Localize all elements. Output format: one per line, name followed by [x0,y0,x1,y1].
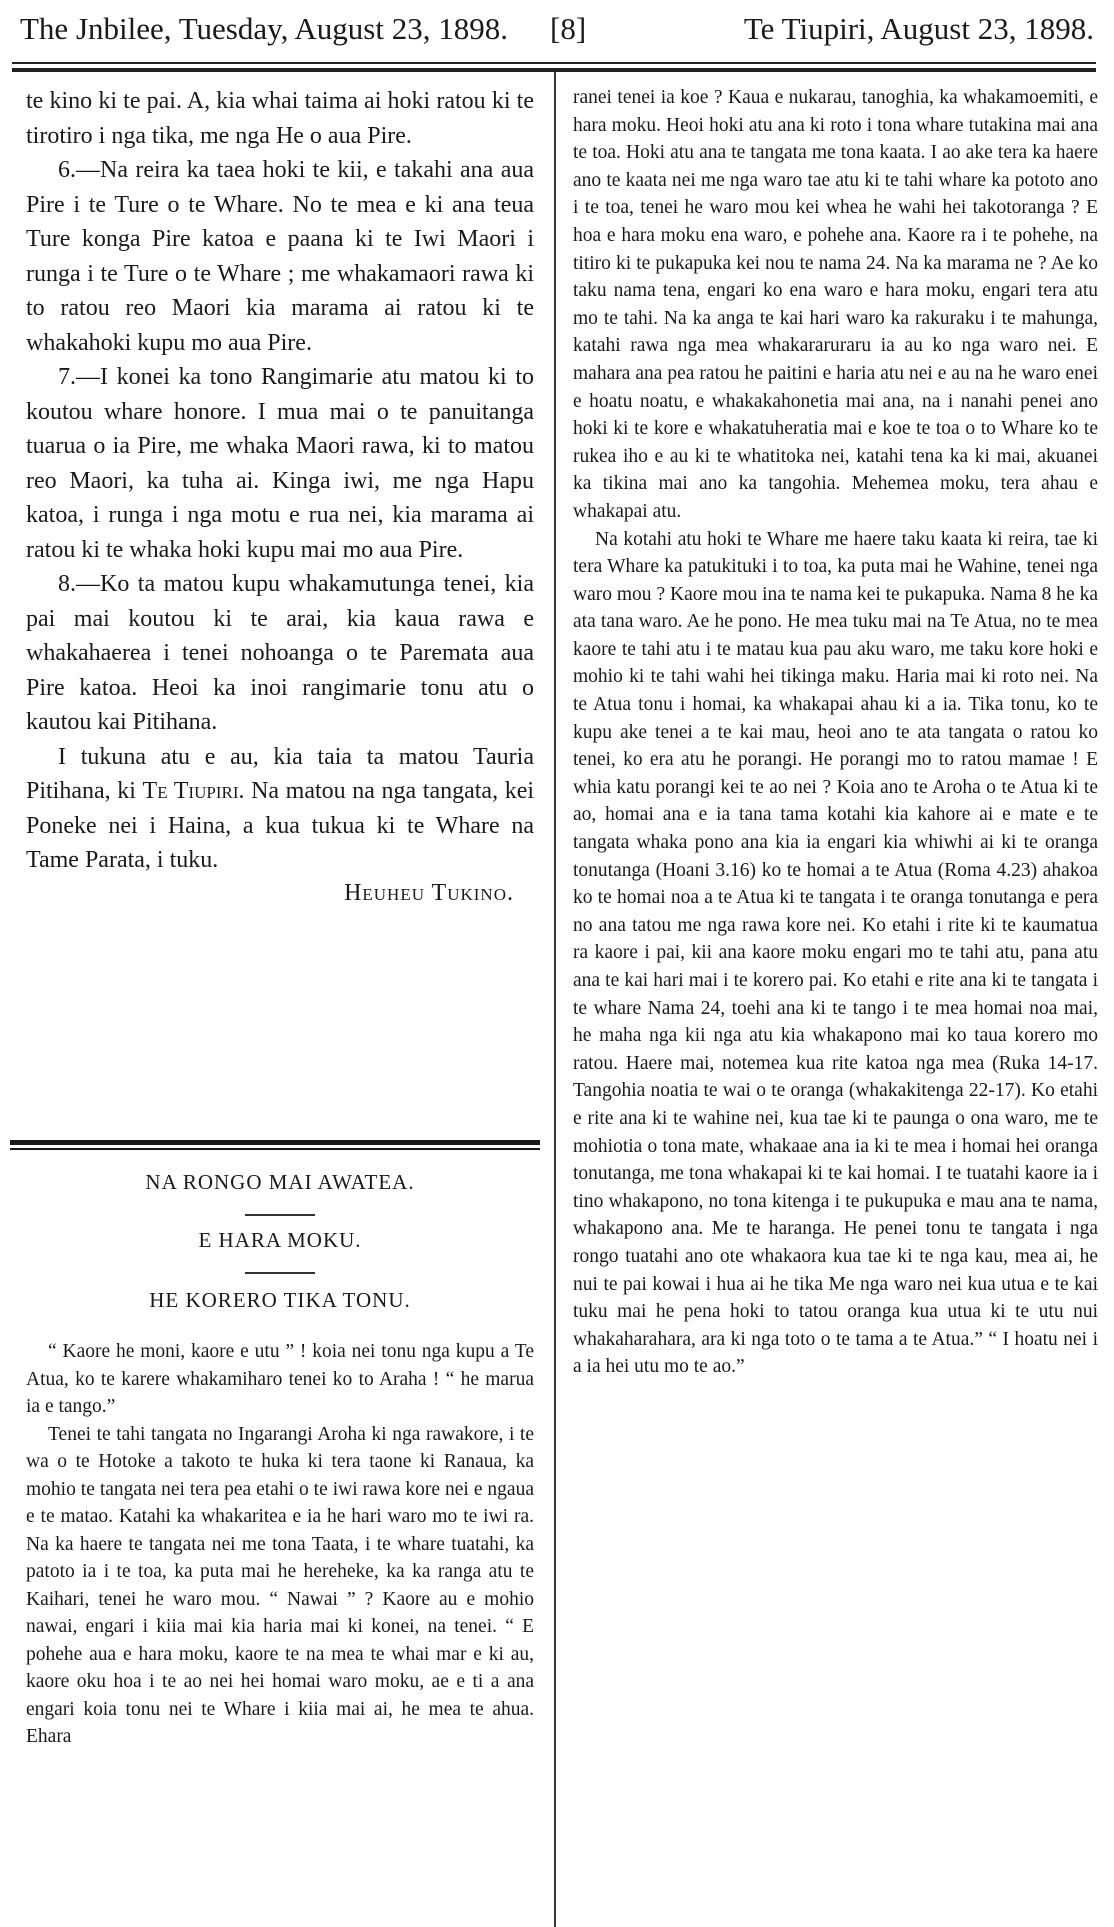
article-paragraph: Na kotahi atu hoki te Whare me haere taku kaata ki reira, tae ki tera Whare ka patukituki i to toa, ka puta mai he Wahine, tenei nga waro mou ? Kaore mou ina te nama kei te pukapuka. Nama 8 he ka ata tana waro. Ae he pono. He mea tuku mai na Te Atua, no te mea kaore te tahi atu i te matau kua pau aku waro, me taku kore hoki e mohio ki te tahi wahi hei tikinga maku. Haria mai ki roto nei. Na te Atua tonu i homai, ka whakapai ahau ki a ia. Tika tonu, ko te kupu ake tenei a te kai mau, heoi ano te ata tangata o ratou ko tenei, ko era atu he porangi. He porangi mo to ratou mamae ! E whia katu porangi kei te ao nei ? Koia ano te Aroha o te Atua ki te ao, homai ana e ia tana tama kotahi kia kahore ai e mate e te tangata whaka pono ana kia ia engari kia whiwhi ai ki te oranga tonutanga (Hoani 3.16) ko te homai a te Atua (Roma 4.23) ahakoa ko te homai noa a te Atua ki te tangata i te oranga tonutanga e pera no ana tatou me nga rawa kore nei. Ko etahi i rite ki te kaumatua ra kaore i pai, kii ana kaore moku engari mo te tahi atu, pana atu ana te kai hari mai i te korero pai. Ko etahi e rite ana ki te tangata i te whare Nama 24, toehi ana ki te tango i te mea homai noa mai, he maha nga kii nga atu kia whakapono mai ko taua korero mo ratou. Haere mai, notemea kua rite katoa nga mea (Ruka 14-17. Tangohia noatia te wai o te oranga (whakakitenga 22-17). Ko etahi e rite ana ki te wahine nei, kua tae ki te paunga o ona waro, me te mohiotia o tona mate, whakaae ana ia ki te mea i homai hei oranga tonutanga, me tona whakapai ki te kai homai. I te tuatahi kaore ia i tino whakapono, no tona kitenga i te pukupuka e mau ana te nama, whakapono ana. Me te haranga. He penei tonu te tangata i nga rongo tuatahi ano ote whakaora kua tae ki te nga kau, mea ai, he nui te pai kowai i hua ai he tika Me nga waro nei kua utua e te kai tuku mai he pena hoki to tatou oranga kua utua ki te utu nui whakaharahara, ara ki nga toto o te tama a te Atua.” “ I hoatu nei i a ia hei utu mo te ao.” [573,528,1098,1378]
closing-text-after: . Na matou na nga tangata, kei Poneke nei i Haina, a kua tukua ki te Whare na Tame Parata, i tuku. [26,778,535,873]
article-paragraph: ranei tenei ia koe ? Kaua e nukarau, tanoghia, ka whakamoemiti, e hara moku. Heoi hoki atu ana ki roto i tona whare tutakina mai ana te toa. Hoki atu ana te tangata me tona kaata. I ao ake tera ka haere ano te kaata nei me nga waro tae atu ki te tahi whare ka pototo ano i te toa, tenei he waro mou kei whea he wahi hei takotoranga ? E hoa e hara moku ena waro, e pohehe ana. Kaore ra i te pohehe, na titiro ki te pukapuka kei nou te nama 24. Na ka marama ne ? Ae ko taku nama tena, engari ko ena waro e hara moku, engari tera atu mo te tahi. Na ka anga te kai hari waro ka rakuraku i te mahunga, katahi rawa nga mea whakararuraru ia au ko nga waro nei. E mahara ana pea ratou he paitini e haria atu nei e au na he waro enei e hoatu noatu, e whakakahonetia mai ana, na i nanahi penei ano hoki ki te kore e whakatuheratia mai e koe te toa o to Whare ko te rukea iho e au ki te whatitoka nei, katahi tena ka ki mai, akuanei ka tikina mai ano ka tangohia. Mehemea moku, tera ahau e whakapai atu. [573,87,1098,522]
header-english-title: The Jnbilee, Tuesday, August 23, 1898. [20,11,508,46]
article-heading-sub: E HARA MOKU. [198,1228,362,1252]
closing-newspaper-name: Te Tiupiri [142,778,239,804]
column-divider [554,72,556,1927]
article-heading-main: NA RONGO MAI AWATEA. [145,1170,415,1194]
petition-paragraph: 7.—I konei ka tono Rangimarie atu matou ki to koutou whare honore. I mua mai o te panuitanga tuarua o ia Pire, me whaka Maori rawa, ki to matou reo Maori, ka tuha ai. Kinga iwi, me nga Hapu katoa, i runga i nga motu e rua nei, kia marama ai ratou ki te whaka hoki kupu mai mo aua Pire. [26,364,534,563]
left-column [26,84,534,907]
page-header [20,6,1094,52]
section-rule-thin [10,1148,540,1150]
section-rule-thick [10,1140,540,1145]
heading-divider [245,1214,315,1216]
header-rule-thin [12,62,1096,64]
article-heading-tagline: HE KORERO TIKA TONU. [149,1288,411,1312]
header-maori-title: Te Tiupiri, August 23, 1898. [743,11,1094,46]
petition-paragraph: 8.—Ko ta matou kupu whakamutunga tenei, kia pai mai koutou ki te arai, kia kaua rawa e whakahaerea i tenei nohoanga o te Paremata aua Pire katoa. Heoi ka inoi rangimarie tonu atu o kautou kai Pitihana. [26,571,534,735]
signature: Heuheu Tukino. [344,879,514,906]
article-paragraph: “ Kaore he moni, kaore e utu ” ! koia nei tonu nga kupu a Te Atua, ko te karere whakamiharo tenei ko to Araha ! “ he marua ia e tango.” [26,1341,534,1417]
heading-divider [245,1272,315,1274]
right-column [573,84,1098,1381]
closing-text-before: I tukuna atu e au, kia taia ta matou Tauria Pitihana, ki [26,743,534,804]
article-paragraph: Tenei te tahi tangata no Ingarangi Aroha ki nga rawakore, i te wa o te Hotoke a takoto te huka ki tera taone ki Ranaua, ka mohio te tangata nei tera pea etahi o te iwi rawa kore nei e ngaua e te matao. Katahi ka whakaritea e ia he hari waro mo te iwi ra. Na ka haere te tangata nei me tona Taata, i te whare tuatahi, ka patoto ia i te toa, ka puta mai he hereheke, ka ka ranga atu te Kaihari, tenei he waro mou. “ Nawai ” ? Kaore au e mohio nawai, engari i kiia mai kia haria mai ki konei, na tenei. “ E pohehe aua e hara moku, kaore te na mea te whai mar e ki au, kaore oku hoa i te ao nei hei homai waro moku, ae e ti a ana engari koia tonu nei te Whare i kiia mai ai, he mea te ahua. Ehara [26,1423,534,1747]
petition-paragraph: 6.—Na reira ka taea hoki te kii, e takahi ana aua Pire i te Ture o te Whare. No te mea e ki ana teua Ture konga Pire katoa e paana ki te Iwi Maori i runga i te Ture o te Whare ; me whakamaori rawa ki to ratou reo Maori kia marama ai ratou ki te whakahoki kupu mo aua Pire. [26,157,534,356]
page-number: [8] [550,11,587,46]
article-body-left [26,1338,534,1751]
petition-closing [26,740,534,878]
petition-paragraph: te kino ki te pai. A, kia whai taima ai hoki ratou ki te tirotiro i nga tika, me nga He o aua Pire. [26,88,534,149]
